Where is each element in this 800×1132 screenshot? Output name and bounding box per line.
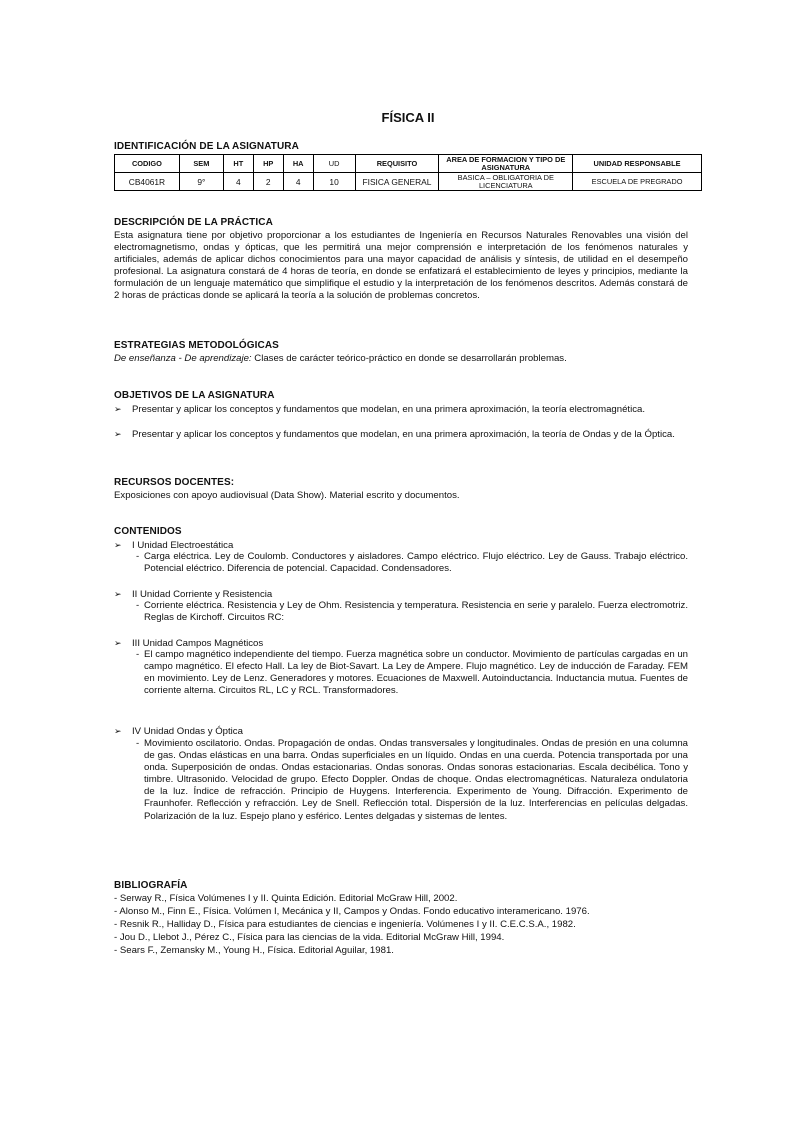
objetivo-text: Presentar y aplicar los conceptos y fundamentos que modelan, en una primera aproximación, la teoría de Ondas y de la Óptica.	[132, 429, 675, 440]
arrow-bullet-icon: ➢	[114, 540, 122, 550]
dash-bullet: -	[136, 551, 140, 562]
cell-unidad: ESCUELA DE PREGRADO	[573, 173, 702, 191]
unit-title: ➢ IV Unidad Ondas y Óptica	[114, 726, 243, 737]
contenidos-heading: CONTENIDOS	[114, 526, 182, 537]
estrategias-heading: ESTRATEGIAS METODOLÓGICAS	[114, 340, 279, 351]
arrow-bullet-icon: ➢	[114, 638, 122, 648]
cell-requisito: FISICA GENERAL	[355, 173, 439, 191]
header-area: AREA DE FORMACION Y TIPO DE ASIGNATURA	[439, 155, 573, 173]
identificacion-table	[114, 154, 702, 191]
descripcion-text: Esta asignatura tiene por objetivo proporcionar a los estudiantes de Ingeniería en Recursos Naturales Renovables una visión del electromagnetismo, ondas y ópticas, que les permitirá una mejor comprensión e interpretación de los fenómenos naturales y artificiales, además de aplicar dichos conocimientos para una mayor capacidad de análisis y síntesis, de utilidad en el desempeño profesional. La asignatura constará de 4 horas de teoría, en donde se enfatizará el establecimiento de leyes y principios, mediante la formulación de un lenguaje matemático que simplifique el estudio y la interpretación de los fenómenos descritos. Además constará de 2 horas de prácticas donde se aplicará la teoría a la solución de problemas concretos.	[114, 230, 688, 302]
dash-bullet: -	[136, 600, 140, 611]
list-item: - Serway R., Física Volúmenes I y II. Quinta Edición. Editorial McGraw Hill, 2002.	[114, 893, 458, 904]
document-title: FÍSICA II	[381, 110, 435, 125]
unit-title: ➢ II Unidad Corriente y Resistencia	[114, 589, 273, 600]
list-item	[114, 403, 688, 416]
header-ud: UD	[313, 155, 355, 173]
header-sem: SEM	[179, 155, 223, 173]
cell-codigo: CB4061R	[115, 173, 180, 191]
unit-title: ➢ I Unidad Electroestática	[114, 540, 234, 551]
dash-bullet: -	[136, 738, 140, 749]
cell-ud: 10	[313, 173, 355, 191]
estrategias-italic: De enseñanza - De aprendizaje:	[114, 353, 252, 364]
table-header-row	[115, 155, 702, 173]
recursos-text: Exposiciones con apoyo audiovisual (Data Show). Material escrito y documentos.	[114, 490, 460, 501]
header-ha: HA	[283, 155, 313, 173]
list-item: - Jou D., Llebot J., Pérez C., Física para las ciencias de la vida. Editorial McGraw Hill, 1994.	[114, 932, 505, 943]
unit-body: Carga eléctrica. Ley de Coulomb. Conductores y aisladores. Campo eléctrico. Flujo eléctrico. Ley de Gauss. Trabajo eléctrico. Potencial eléctrico. Diferencia de potencial. Capacidad. Condensadores.	[144, 551, 688, 575]
estrategias-body: Clases de carácter teórico-práctico en donde se desarrollarán problemas.	[251, 353, 567, 364]
dash-bullet: -	[136, 649, 140, 660]
cell-ha: 4	[283, 173, 313, 191]
objetivo-text: Presentar y aplicar los conceptos y fundamentos que modelan, en una primera aproximación, la teoría electromagnética.	[132, 404, 646, 415]
unit-body: Corriente eléctrica. Resistencia y Ley de Ohm. Resistencia y temperatura. Resistencia en serie y paralelo. Fuerza electromotriz. Reglas de Kirchoff. Circuitos RC:	[144, 600, 688, 624]
header-requisito: REQUISITO	[355, 155, 439, 173]
cell-hp: 2	[253, 173, 283, 191]
list-item	[114, 428, 688, 441]
unit-body: Movimiento oscilatorio. Ondas. Propagación de ondas. Ondas transversales y longitudinales. Ondas de presión en una columna de gas. Ondas elásticas en una barra. Ondas superficiales en un líquido. Ondas en una cuerda. Potencia transportada por una onda. Superposición de ondas. Ondas estacionarias. Ondas sonoras. Ondas sonoras estacionarias. Escala decibélica. Tono y timbre. Ultrasonido. Velocidad de grupo. Efecto Doppler. Ondas de choque. Ondas electromagnéticas. Naturaleza ondulatoria de la luz. Índice de refracción. Principio de Huygens. Interferencia. Experimento de Young. Difracción. Experimento de Fraunhofer. Reflección y refracción. Ley de Snell. Reflección total. Dispersión de la luz. Interferencias en películas delgadas. Polarización de la luz. Espejo plano y esférico. Lentes delgadas y sistemas de lentes.	[144, 738, 688, 822]
cell-area: BASICA – OBLIGATORIA DE LICENCIATURA	[439, 173, 573, 191]
header-codigo: CODIGO	[115, 155, 180, 173]
header-ht: HT	[223, 155, 253, 173]
arrow-bullet-icon: ➢	[114, 726, 122, 736]
arrow-bullet-icon: ➢	[114, 404, 122, 414]
descripcion-heading: DESCRIPCIÓN DE LA PRÁCTICA	[114, 217, 273, 228]
recursos-heading: RECURSOS DOCENTES:	[114, 477, 235, 488]
bibliografia-heading: BIBLIOGRAFÍA	[114, 880, 188, 891]
list-item: - Sears F., Zemansky M., Young H., Física. Editorial Aguilar, 1981.	[114, 945, 394, 956]
objetivos-heading: OBJETIVOS DE LA ASIGNATURA	[114, 390, 275, 401]
cell-sem: 9°	[179, 173, 223, 191]
list-item: - Alonso M., Finn E., Física. Volúmen I, Mecánica y II, Campos y Ondas. Fondo educativo interamericano. 1976.	[114, 906, 590, 917]
table-row	[115, 173, 702, 191]
arrow-bullet-icon: ➢	[114, 589, 122, 599]
identificacion-heading: IDENTIFICACIÓN DE LA ASIGNATURA	[114, 141, 299, 152]
unit-title: ➢ III Unidad Campos Magnéticos	[114, 638, 264, 649]
header-unidad: UNIDAD RESPONSABLE	[573, 155, 702, 173]
arrow-bullet-icon: ➢	[114, 429, 122, 439]
list-item: - Resnik R., Halliday D., Física para estudiantes de ciencias e ingeniería. Volúmenes I y II. C.E.C.S.A., 1982.	[114, 919, 576, 930]
unit-body: El campo magnético independiente del tiempo. Fuerza magnética sobre un conductor. Movimiento de partículas cargadas en un campo magnético. El efecto Hall. La ley de Biot-Savart. La Ley de Ampere. Flujo magnético. Ley de inducción de Faraday. FEM en movimiento. Ley de Lenz. Generadores y motores. Ecuaciones de Maxwell. Autoinductancia. Inductancia mutua. Fuentes de corriente alterna. Circuitos RL, LC y RCL. Transformadores.	[144, 649, 688, 697]
header-hp: HP	[253, 155, 283, 173]
estrategias-text	[114, 353, 688, 365]
cell-ht: 4	[223, 173, 253, 191]
